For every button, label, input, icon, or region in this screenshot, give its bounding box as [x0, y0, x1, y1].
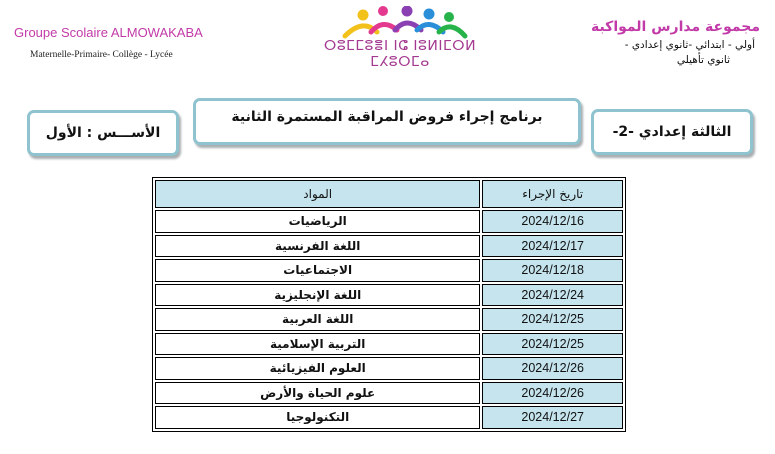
date-column-header: تاريخ الإجراء — [482, 180, 623, 208]
table-row — [155, 308, 623, 331]
school-name-tifinagh: ⵔⵓⵎⵎⵓⴻⵏ ⵏⵛ ⵏⵓⵍⵏⵎⵔⵍ ⵎⵃⵓⵔⵎⴰ — [323, 38, 477, 70]
date-cell: 2024/12/24 — [482, 284, 623, 307]
date-cell: 2024/12/25 — [482, 308, 623, 331]
table-row — [155, 333, 623, 356]
school-name-arabic: مجموعة مدارس المواكبة — [590, 19, 760, 35]
date-cell: 2024/12/26 — [482, 357, 623, 380]
levels-french: Maternelle-Primaire- Collège - Lycée — [30, 50, 173, 60]
document-title: برنامج إجراء فروض المراقبة المستمرة الثانية — [231, 109, 543, 125]
subject-cell: الاجتماعيات — [155, 259, 480, 282]
table-row — [155, 284, 623, 307]
table-header-row — [155, 180, 623, 208]
class-box — [591, 109, 753, 155]
subject-column-header: المواد — [155, 180, 480, 208]
class-label: الثالثة إعدادي -2- — [612, 124, 732, 140]
levels-arabic-line1: أولي - ابتدائي -ثانوي إعدادي - — [624, 39, 755, 51]
date-cell: 2024/12/25 — [482, 333, 623, 356]
subject-cell: العلوم الفيزيائية — [155, 357, 480, 380]
subject-cell: التربية الإسلامية — [155, 333, 480, 356]
date-cell: 2024/12/26 — [482, 382, 623, 405]
exam-schedule-table — [152, 177, 626, 432]
table-row — [155, 259, 623, 282]
table-row — [155, 406, 623, 429]
table-row — [155, 382, 623, 405]
subject-cell: اللغة الفرنسية — [155, 235, 480, 258]
level-label: الأســـس : الأول — [45, 125, 161, 141]
subject-cell: علوم الحياة والأرض — [155, 382, 480, 405]
table-row — [155, 357, 623, 380]
subject-cell: اللغة الإنجليزية — [155, 284, 480, 307]
school-logo — [325, 6, 485, 40]
table-row — [155, 210, 623, 233]
date-cell: 2024/12/18 — [482, 259, 623, 282]
subject-cell: الرياضيات — [155, 210, 480, 233]
date-cell: 2024/12/16 — [482, 210, 623, 233]
school-name-french: Groupe Scolaire ALMOWAKABA — [14, 25, 203, 40]
levels-arabic-line2: ثانوي تأهيلي — [676, 54, 730, 66]
title-box — [193, 98, 581, 145]
date-cell: 2024/12/27 — [482, 406, 623, 429]
table-row — [155, 235, 623, 258]
subject-cell: اللغة العربية — [155, 308, 480, 331]
date-cell: 2024/12/17 — [482, 235, 623, 258]
subject-cell: التكنولوجيا — [155, 406, 480, 429]
level-box — [27, 110, 179, 156]
